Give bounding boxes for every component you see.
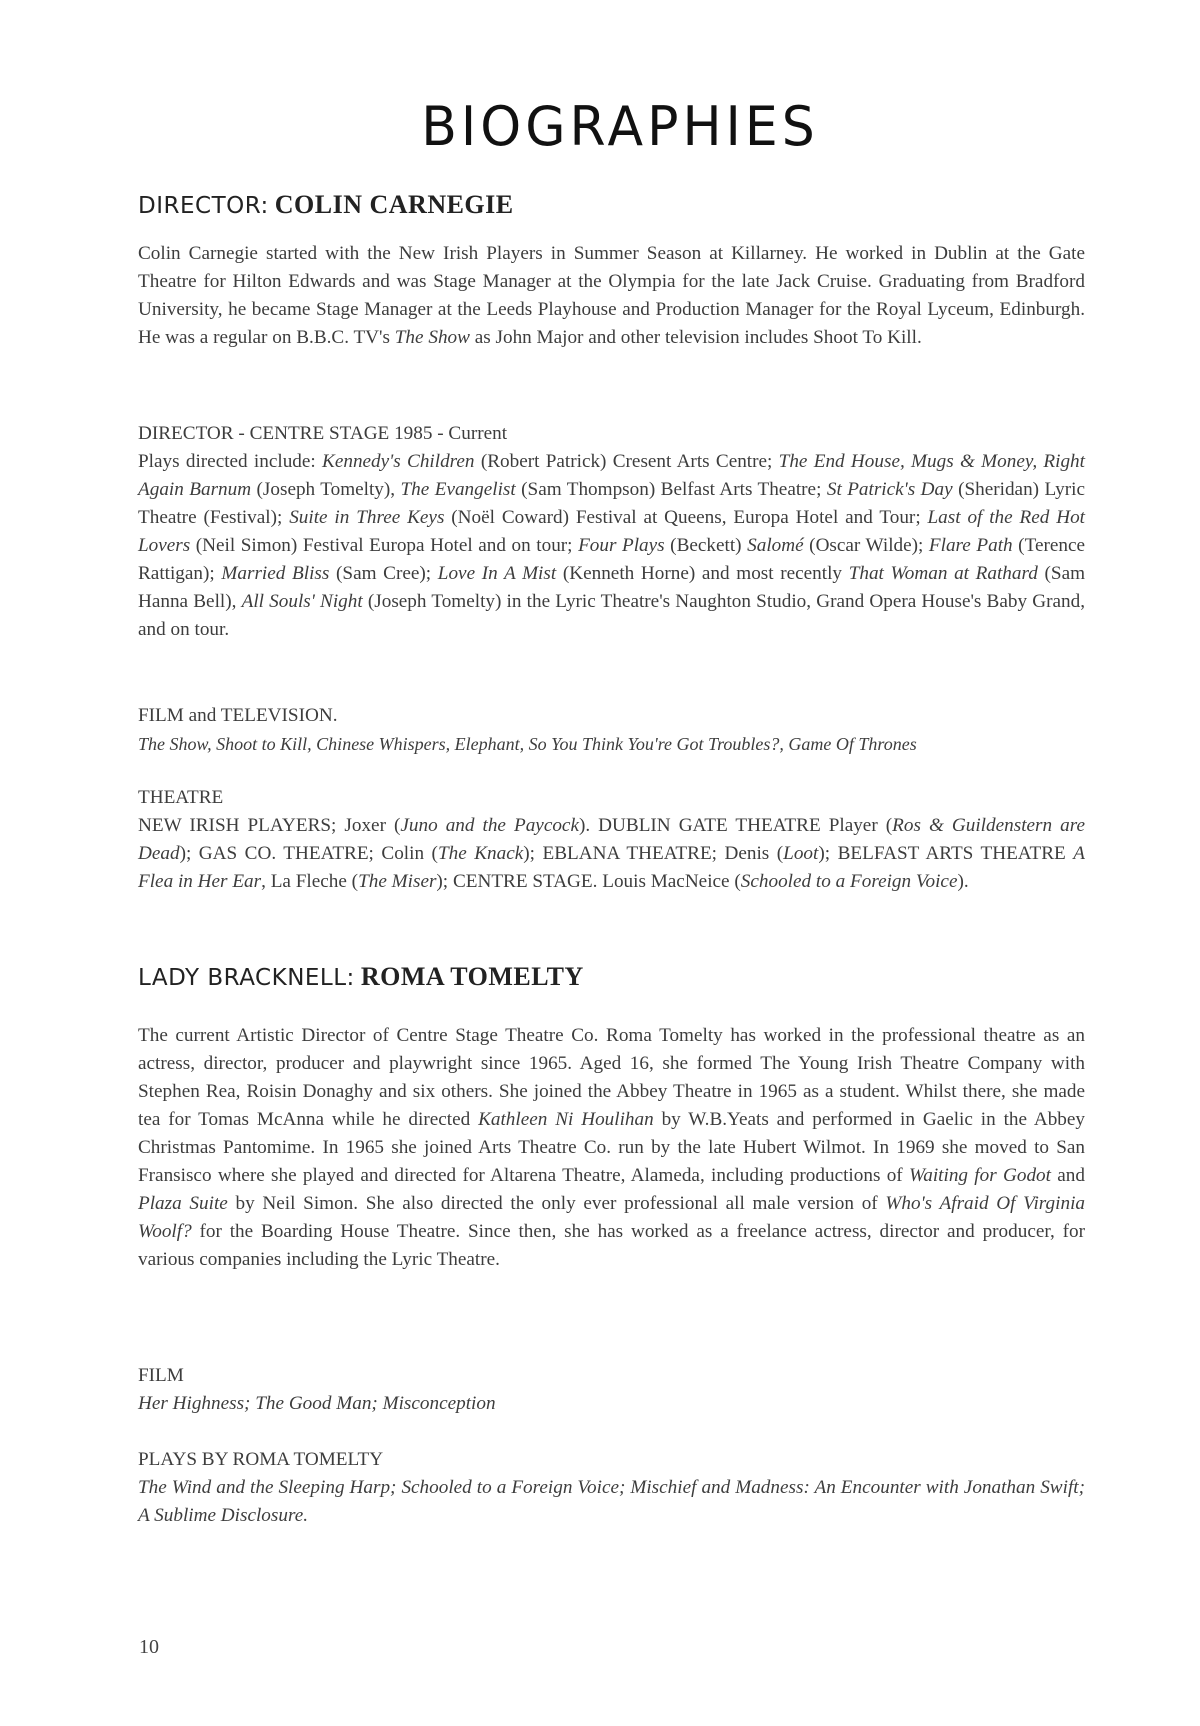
italic-title: Last of the Red Hot Lovers [138, 507, 1086, 556]
director-film-tv [138, 702, 1085, 758]
italic-title: Salomé [747, 535, 804, 556]
italic-title: Juno and the Paycock [400, 815, 579, 836]
italic-title: Kennedy's Children [322, 451, 475, 472]
italic-title: All Souls' Night [241, 591, 363, 612]
italic-title: Four Plays [578, 535, 665, 556]
lady-bracknell-heading [138, 962, 584, 992]
italic-title: Flare Path [928, 535, 1013, 556]
director-theatre [138, 784, 1085, 896]
italic-title: Waiting for Godot [909, 1165, 1051, 1186]
italic-title: A Flea in Her Ear [138, 843, 1085, 892]
italic-title: Kathleen Ni Houlihan [478, 1109, 654, 1130]
italic-title: Ros & Guildenstern are Dead [138, 815, 1085, 864]
plays-list: The Wind and the Sleeping Harp; Schooled to a Foreign Voice; Mischief and Madness: An Encounter with Jonathan Swift; A Sublime Disclosure. [138, 1477, 1085, 1526]
centre-stage-heading: DIRECTOR - CENTRE STAGE 1985 - Current [138, 423, 508, 444]
italic-title: Loot [783, 843, 819, 864]
theatre-text: NEW IRISH PLAYERS; Joxer (Juno and the Paycock). DUBLIN GATE THEATRE Player (Ros & Guildenstern are Dead); GAS CO. THEATRE; Colin (The Knack); EBLANA THEATRE; Denis (Loot); BELFAST ARTS THEATRE A Flea in Her Ear, La Fleche (The Miser); CENTRE STAGE. Louis MacNeice (Schooled to a Foreign Voice). [138, 815, 1085, 892]
plays-heading: PLAYS BY ROMA TOMELTY [138, 1449, 384, 1470]
director-heading [138, 190, 514, 220]
italic-title: The Miser [358, 871, 437, 892]
role-label: DIRECTOR: [138, 193, 269, 219]
italic-title: Suite in Three Keys [289, 507, 445, 528]
film-heading: FILM [138, 1365, 184, 1386]
lady-bracknell-plays [138, 1446, 1085, 1530]
film-list: Her Highness; The Good Man; Misconception [138, 1393, 496, 1414]
italic-title: Married Bliss [221, 563, 330, 584]
italic-title: Who's Afraid Of Virginia Woolf? [138, 1193, 1085, 1242]
director-centre-stage [138, 420, 1085, 644]
person-name: COLIN CARNEGIE [274, 190, 514, 219]
italic-title: The End House, Mugs & Money, Right Again Barnum [138, 451, 1085, 500]
role-label: LADY BRACKNELL: [138, 965, 355, 991]
italic-title: The Show [394, 327, 470, 348]
person-name: ROMA TOMELTY [360, 962, 584, 991]
italic-title: The Knack [437, 843, 524, 864]
film-tv-list: The Show, Shoot to Kill, Chinese Whispers, Elephant, So You Think You're Got Troubles?, Game Of Thrones [138, 734, 917, 754]
page-number: 10 [139, 1636, 159, 1658]
italic-title: Schooled to a Foreign Voice [740, 871, 958, 892]
italic-title: Love In A Mist [437, 563, 557, 584]
lady-bracknell-bio: The current Artistic Director of Centre Stage Theatre Co. Roma Tomelty has worked in the professional theatre as an actress, director, producer and playwright since 1965. Aged 16, she formed The Young Irish Theatre Company with Stephen Rea, Roisin Donaghy and six others. She joined the Abbey Theatre in 1965 as a student. Whilst there, she made tea for Tomas McAnna while he directed Kathleen Ni Houlihan by W.B.Yeats and performed in Gaelic in the Abbey Christmas Pantomime. In 1965 she joined Arts Theatre Co. run by the late Hubert Wilmot. In 1969 she moved to San Fransisco where she played and directed for Altarena Theatre, Alameda, including productions of Waiting for Godot and Plaza Suite by Neil Simon. She also directed the only ever professional all male version of Who's Afraid Of Virginia Woolf? for the Boarding House Theatre. Since then, she has worked as a freelance actress, director and producer, for various companies including the Lyric Theatre. [138, 1025, 1085, 1270]
italic-title: That Woman at Rathard [848, 563, 1038, 584]
director-bio: Colin Carnegie started with the New Irish Players in Summer Season at Killarney. He worked in Dublin at the Gate Theatre for Hilton Edwards and was Stage Manager at the Olympia for the late Jack Cruise. Graduating from Bradford University, he became Stage Manager at the Leeds Playhouse and Production Manager for the Royal Lyceum, Edinburgh. He was a regular on B.B.C. TV's The Show as John Major and other television includes Shoot To Kill. [138, 243, 1085, 348]
film-tv-heading: FILM and TELEVISION. [138, 705, 338, 726]
page-title: BIOGRAPHIES [421, 95, 819, 159]
italic-title: St Patrick's Day [826, 479, 953, 500]
italic-title: The Evangelist [400, 479, 516, 500]
theatre-heading: THEATRE [138, 787, 224, 808]
centre-stage-text: Plays directed include: Kennedy's Children (Robert Patrick) Cresent Arts Centre; The End House, Mugs & Money, Right Again Barnum (Joseph Tomelty), The Evangelist (Sam Thompson) Belfast Arts Theatre; St Patrick's Day (Sheridan) Lyric Theatre (Festival); Suite in Three Keys (Noël Coward) Festival at Queens, Europa Hotel and Tour; Last of the Red Hot Lovers (Neil Simon) Festival Europa Hotel and on tour; Four Plays (Beckett) Salomé (Oscar Wilde); Flare Path (Terence Rattigan); Married Bliss (Sam Cree); Love In A Mist (Kenneth Horne) and most recently That Woman at Rathard (Sam Hanna Bell), All Souls' Night (Joseph Tomelty) in the Lyric Theatre's Naughton Studio, Grand Opera House's Baby Grand, and on tour. [138, 451, 1086, 640]
italic-title: Plaza Suite [138, 1193, 228, 1214]
lady-bracknell-film [138, 1362, 1085, 1418]
